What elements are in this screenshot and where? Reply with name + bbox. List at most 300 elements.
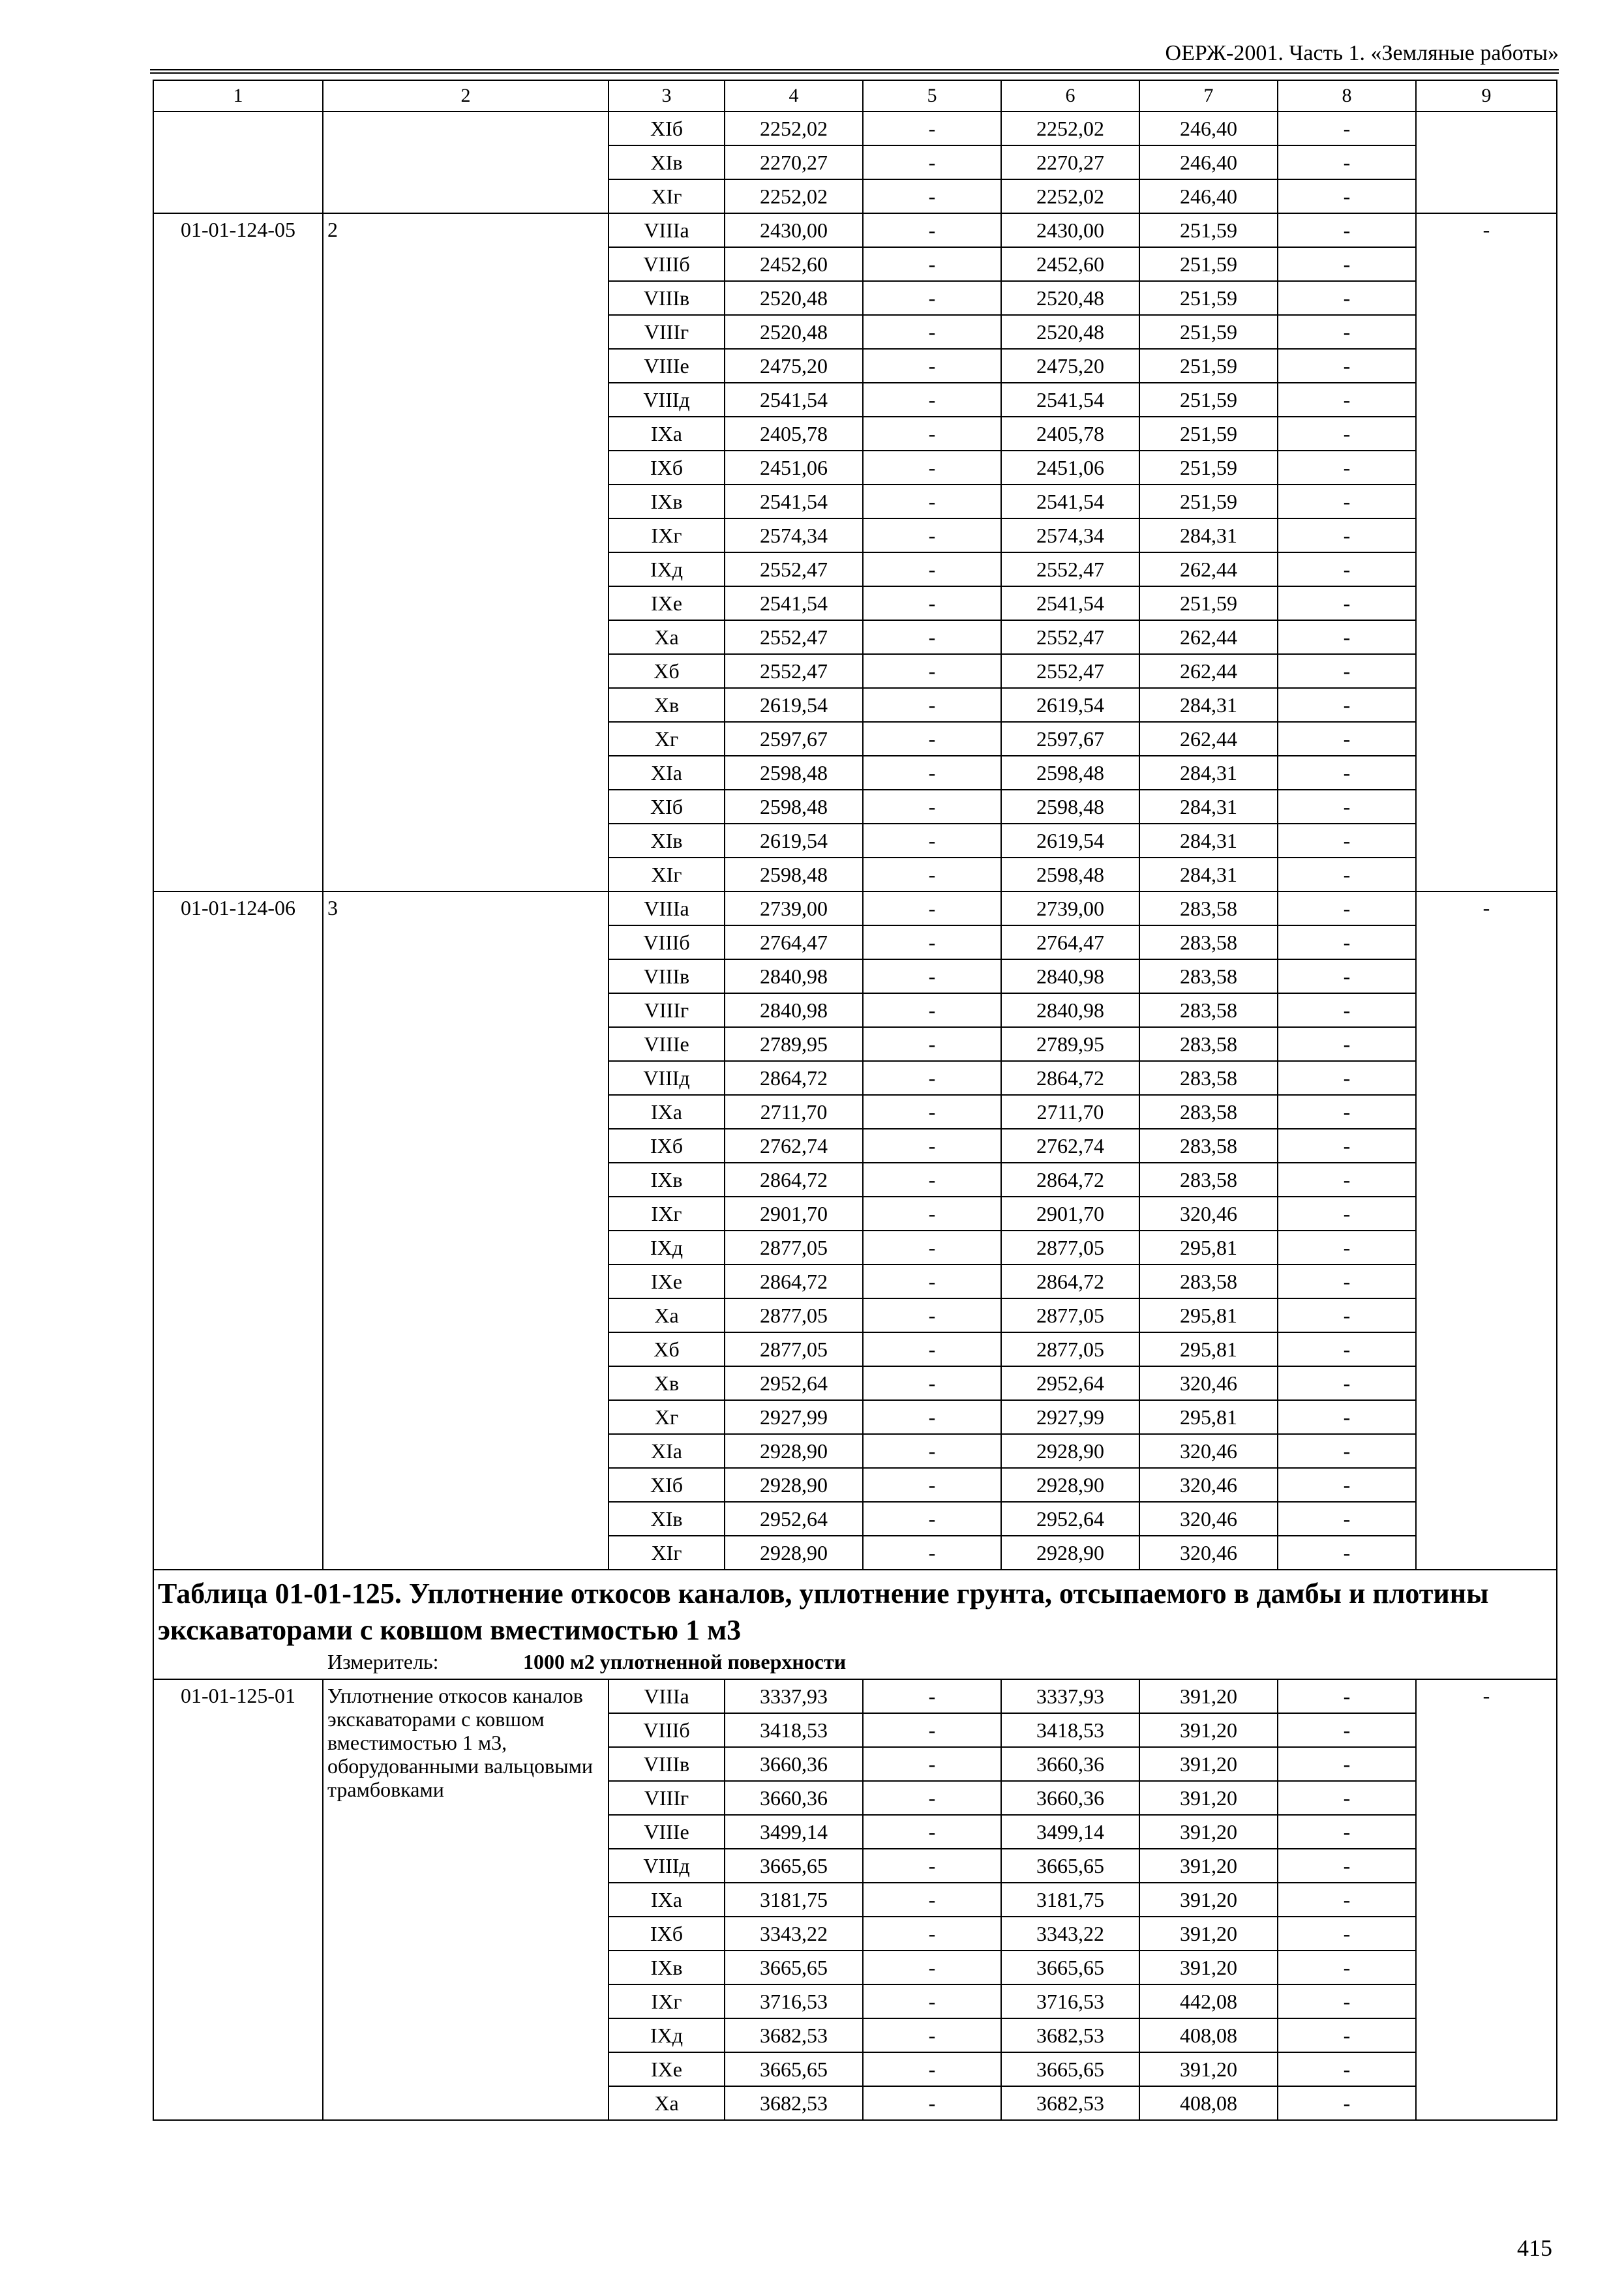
wages-cell: - xyxy=(863,451,1001,485)
table-row xyxy=(153,891,1557,925)
driver-wages-cell: 262,44 xyxy=(1139,552,1278,586)
wages-cell: - xyxy=(863,1231,1001,1264)
machine-cost-cell: 3181,75 xyxy=(1001,1883,1139,1917)
wages-cell: - xyxy=(863,213,1001,247)
driver-wages-cell: 283,58 xyxy=(1139,1264,1278,1298)
soil-category-cell: VIIIд xyxy=(609,1061,725,1095)
materials-cell: - xyxy=(1278,1264,1416,1298)
materials-cell: - xyxy=(1278,756,1416,790)
total-cost-cell: 2877,05 xyxy=(725,1298,863,1332)
wages-cell: - xyxy=(863,1502,1001,1536)
machine-cost-cell: 3337,93 xyxy=(1001,1679,1139,1713)
materials-cell: - xyxy=(1278,179,1416,213)
total-cost-cell: 2252,02 xyxy=(725,112,863,145)
total-cost-cell: 2541,54 xyxy=(725,383,863,417)
materials-cell: - xyxy=(1278,2086,1416,2120)
total-cost-cell: 2598,48 xyxy=(725,790,863,824)
materials-cell: - xyxy=(1278,1129,1416,1163)
soil-category-cell: IXб xyxy=(609,1129,725,1163)
driver-wages-cell: 283,58 xyxy=(1139,993,1278,1027)
soil-category-cell: VIIIе xyxy=(609,349,725,383)
driver-wages-cell: 251,59 xyxy=(1139,383,1278,417)
soil-category-cell: VIIIг xyxy=(609,993,725,1027)
soil-category-cell: VIIIг xyxy=(609,1781,725,1815)
total-cost-cell: 2552,47 xyxy=(725,620,863,654)
soil-category-cell: XIв xyxy=(609,824,725,858)
materials-cell: - xyxy=(1278,1468,1416,1502)
work-name-cell: 3 xyxy=(323,891,609,1570)
wages-cell: - xyxy=(863,1883,1001,1917)
soil-category-cell: IXг xyxy=(609,1984,725,2018)
total-cost-cell: 2928,90 xyxy=(725,1434,863,1468)
materials-cell: - xyxy=(1278,417,1416,451)
soil-category-cell: IXе xyxy=(609,586,725,620)
materials-cell: - xyxy=(1278,213,1416,247)
materials-cell: - xyxy=(1278,1984,1416,2018)
wages-cell: - xyxy=(863,1129,1001,1163)
machine-cost-cell: 2619,54 xyxy=(1001,688,1139,722)
machine-cost-cell: 2864,72 xyxy=(1001,1061,1139,1095)
machine-cost-cell: 2252,02 xyxy=(1001,179,1139,213)
driver-wages-cell: 283,58 xyxy=(1139,891,1278,925)
wages-cell: - xyxy=(863,1849,1001,1883)
materials-cell: - xyxy=(1278,654,1416,688)
meter-value: 1000 м2 уплотненной поверхности xyxy=(523,1650,847,1673)
machine-cost-cell: 2451,06 xyxy=(1001,451,1139,485)
machine-cost-cell: 2840,98 xyxy=(1001,959,1139,993)
wages-cell: - xyxy=(863,2052,1001,2086)
driver-wages-cell: 320,46 xyxy=(1139,1536,1278,1570)
column-number: 9 xyxy=(1416,80,1557,112)
driver-wages-cell: 284,31 xyxy=(1139,858,1278,891)
total-cost-cell: 2541,54 xyxy=(725,485,863,518)
machine-cost-cell: 2762,74 xyxy=(1001,1129,1139,1163)
wages-cell: - xyxy=(863,790,1001,824)
driver-wages-cell: 295,81 xyxy=(1139,1298,1278,1332)
materials-cell: - xyxy=(1278,1400,1416,1434)
total-cost-cell: 2252,02 xyxy=(725,179,863,213)
machine-cost-cell: 2952,64 xyxy=(1001,1502,1139,1536)
materials-cell: - xyxy=(1278,925,1416,959)
driver-wages-cell: 284,31 xyxy=(1139,688,1278,722)
materials-cell: - xyxy=(1278,485,1416,518)
total-cost-cell: 3665,65 xyxy=(725,1951,863,1984)
soil-category-cell: XIг xyxy=(609,1536,725,1570)
driver-wages-cell: 391,20 xyxy=(1139,1883,1278,1917)
machine-cost-cell: 2541,54 xyxy=(1001,383,1139,417)
materials-cell: - xyxy=(1278,1027,1416,1061)
driver-wages-cell: 251,59 xyxy=(1139,586,1278,620)
materials-cell: - xyxy=(1278,1502,1416,1536)
materials-cell: - xyxy=(1278,1917,1416,1951)
wages-cell: - xyxy=(863,1027,1001,1061)
machine-cost-cell: 3343,22 xyxy=(1001,1917,1139,1951)
page-header-title: ОЕРЖ-2001. Часть 1. «Земляные работы» xyxy=(1165,41,1559,65)
wages-cell: - xyxy=(863,1197,1001,1231)
wages-cell: - xyxy=(863,1747,1001,1781)
materials-cell: - xyxy=(1278,1815,1416,1849)
materials-cell: - xyxy=(1278,1883,1416,1917)
total-cost-cell: 2711,70 xyxy=(725,1095,863,1129)
total-cost-cell: 2270,27 xyxy=(725,145,863,179)
soil-category-cell: XIб xyxy=(609,1468,725,1502)
soil-category-cell: VIIIе xyxy=(609,1815,725,1849)
total-cost-cell: 2877,05 xyxy=(725,1231,863,1264)
total-cost-cell: 2597,67 xyxy=(725,722,863,756)
driver-wages-cell: 320,46 xyxy=(1139,1366,1278,1400)
driver-wages-cell: 391,20 xyxy=(1139,1679,1278,1713)
soil-category-cell: IXа xyxy=(609,417,725,451)
rate-code-cell: 01-01-125-01 xyxy=(153,1679,323,2120)
total-cost-cell: 2452,60 xyxy=(725,247,863,281)
machine-cost-cell: 3665,65 xyxy=(1001,1951,1139,1984)
soil-category-cell: IXг xyxy=(609,1197,725,1231)
wages-cell: - xyxy=(863,552,1001,586)
wages-cell: - xyxy=(863,858,1001,891)
work-name-cell: 2 xyxy=(323,213,609,891)
column-number: 3 xyxy=(609,80,725,112)
machine-cost-cell: 2598,48 xyxy=(1001,790,1139,824)
total-cost-cell: 2598,48 xyxy=(725,756,863,790)
meter-line xyxy=(158,1649,1552,1675)
driver-wages-cell: 283,58 xyxy=(1139,1061,1278,1095)
materials-cell: - xyxy=(1278,1231,1416,1264)
rate-code-cell: 01-01-124-05 xyxy=(153,213,323,891)
materials-cell: - xyxy=(1278,247,1416,281)
wages-cell: - xyxy=(863,417,1001,451)
total-cost-cell: 2840,98 xyxy=(725,993,863,1027)
soil-category-cell: VIIIа xyxy=(609,213,725,247)
wages-cell: - xyxy=(863,383,1001,417)
driver-wages-cell: 391,20 xyxy=(1139,1713,1278,1747)
driver-wages-cell: 262,44 xyxy=(1139,654,1278,688)
machine-cost-cell: 2928,90 xyxy=(1001,1434,1139,1468)
total-cost-cell: 2451,06 xyxy=(725,451,863,485)
wages-cell: - xyxy=(863,247,1001,281)
materials-cell: - xyxy=(1278,824,1416,858)
driver-wages-cell: 283,58 xyxy=(1139,925,1278,959)
soil-category-cell: VIIIв xyxy=(609,281,725,315)
total-cost-cell: 2475,20 xyxy=(725,349,863,383)
driver-wages-cell: 246,40 xyxy=(1139,145,1278,179)
total-cost-cell: 2928,90 xyxy=(725,1468,863,1502)
total-cost-cell: 2764,47 xyxy=(725,925,863,959)
machine-cost-cell: 2789,95 xyxy=(1001,1027,1139,1061)
wages-cell: - xyxy=(863,145,1001,179)
machine-cost-cell: 2928,90 xyxy=(1001,1468,1139,1502)
driver-wages-cell: 391,20 xyxy=(1139,1951,1278,1984)
total-cost-cell: 2927,99 xyxy=(725,1400,863,1434)
wages-cell: - xyxy=(863,1400,1001,1434)
soil-category-cell: VIIIв xyxy=(609,959,725,993)
section-header-row xyxy=(153,1570,1557,1679)
machine-cost-cell: 2552,47 xyxy=(1001,620,1139,654)
machine-cost-cell: 3716,53 xyxy=(1001,1984,1139,2018)
machine-cost-cell: 2619,54 xyxy=(1001,824,1139,858)
total-cost-cell: 2928,90 xyxy=(725,1536,863,1570)
driver-wages-cell: 251,59 xyxy=(1139,247,1278,281)
machine-cost-cell: 2520,48 xyxy=(1001,281,1139,315)
materials-cell: - xyxy=(1278,620,1416,654)
machine-cost-cell: 2952,64 xyxy=(1001,1366,1139,1400)
wages-cell: - xyxy=(863,2018,1001,2052)
total-cost-cell: 3660,36 xyxy=(725,1747,863,1781)
materials-cell: - xyxy=(1278,1951,1416,1984)
driver-wages-cell: 391,20 xyxy=(1139,1815,1278,1849)
total-cost-cell: 2739,00 xyxy=(725,891,863,925)
materials-cell: - xyxy=(1278,1061,1416,1095)
soil-category-cell: XIг xyxy=(609,858,725,891)
wages-cell: - xyxy=(863,1298,1001,1332)
machine-cost-cell: 2927,99 xyxy=(1001,1400,1139,1434)
soil-category-cell: Xв xyxy=(609,688,725,722)
soil-category-cell: IXа xyxy=(609,1883,725,1917)
total-cost-cell: 3665,65 xyxy=(725,1849,863,1883)
wages-cell: - xyxy=(863,620,1001,654)
driver-wages-cell: 283,58 xyxy=(1139,1027,1278,1061)
driver-wages-cell: 283,58 xyxy=(1139,1163,1278,1197)
materials-cell: - xyxy=(1278,518,1416,552)
soil-category-cell: IXе xyxy=(609,1264,725,1298)
driver-wages-cell: 251,59 xyxy=(1139,349,1278,383)
driver-wages-cell: 320,46 xyxy=(1139,1434,1278,1468)
machine-cost-cell: 2475,20 xyxy=(1001,349,1139,383)
wages-cell: - xyxy=(863,1984,1001,2018)
materials-cell: - xyxy=(1278,552,1416,586)
driver-wages-cell: 391,20 xyxy=(1139,1917,1278,1951)
table-row xyxy=(153,1679,1557,1713)
column-number: 5 xyxy=(863,80,1001,112)
soil-category-cell: Xб xyxy=(609,1332,725,1366)
table-row xyxy=(153,213,1557,247)
driver-wages-cell: 251,59 xyxy=(1139,315,1278,349)
total-cost-cell: 2598,48 xyxy=(725,858,863,891)
materials-cell: - xyxy=(1278,993,1416,1027)
soil-category-cell: VIIIе xyxy=(609,1027,725,1061)
machine-cost-cell: 2877,05 xyxy=(1001,1231,1139,1264)
total-cost-cell: 2762,74 xyxy=(725,1129,863,1163)
wages-cell: - xyxy=(863,993,1001,1027)
driver-wages-cell: 391,20 xyxy=(1139,2052,1278,2086)
wages-cell: - xyxy=(863,1713,1001,1747)
wages-cell: - xyxy=(863,722,1001,756)
col9-cell xyxy=(1416,112,1557,213)
materials-cell: - xyxy=(1278,959,1416,993)
column-number: 7 xyxy=(1139,80,1278,112)
total-cost-cell: 2840,98 xyxy=(725,959,863,993)
machine-cost-cell: 2574,34 xyxy=(1001,518,1139,552)
driver-wages-cell: 320,46 xyxy=(1139,1468,1278,1502)
rates-table-body xyxy=(153,80,1557,2120)
meter-label: Измеритель: xyxy=(327,1650,439,1673)
soil-category-cell: Xа xyxy=(609,2086,725,2120)
column-number: 1 xyxy=(153,80,323,112)
total-cost-cell: 3499,14 xyxy=(725,1815,863,1849)
table-title: Таблица 01-01-125. Уплотнение откосов каналов, уплотнение грунта, отсыпаемого в дамбы и плотины экскаваторами с ковшом вместимостью 1 м3 xyxy=(158,1578,1489,1646)
total-cost-cell: 2864,72 xyxy=(725,1264,863,1298)
driver-wages-cell: 442,08 xyxy=(1139,1984,1278,2018)
machine-cost-cell: 2552,47 xyxy=(1001,654,1139,688)
wages-cell: - xyxy=(863,1917,1001,1951)
soil-category-cell: Xв xyxy=(609,1366,725,1400)
total-cost-cell: 2552,47 xyxy=(725,654,863,688)
wages-cell: - xyxy=(863,959,1001,993)
materials-cell: - xyxy=(1278,1095,1416,1129)
materials-cell: - xyxy=(1278,112,1416,145)
wages-cell: - xyxy=(863,518,1001,552)
wages-cell: - xyxy=(863,1468,1001,1502)
machine-cost-cell: 2541,54 xyxy=(1001,586,1139,620)
driver-wages-cell: 251,59 xyxy=(1139,451,1278,485)
machine-cost-cell: 2864,72 xyxy=(1001,1264,1139,1298)
total-cost-cell: 2877,05 xyxy=(725,1332,863,1366)
soil-category-cell: XIв xyxy=(609,1502,725,1536)
materials-cell: - xyxy=(1278,1332,1416,1366)
machine-cost-cell: 3665,65 xyxy=(1001,1849,1139,1883)
wages-cell: - xyxy=(863,349,1001,383)
total-cost-cell: 3343,22 xyxy=(725,1917,863,1951)
soil-category-cell: VIIIд xyxy=(609,1849,725,1883)
machine-cost-cell: 2598,48 xyxy=(1001,756,1139,790)
total-cost-cell: 3181,75 xyxy=(725,1883,863,1917)
materials-cell: - xyxy=(1278,688,1416,722)
machine-cost-cell: 2711,70 xyxy=(1001,1095,1139,1129)
soil-category-cell: VIIIв xyxy=(609,1747,725,1781)
total-cost-cell: 2574,34 xyxy=(725,518,863,552)
wages-cell: - xyxy=(863,1264,1001,1298)
soil-category-cell: VIIIд xyxy=(609,383,725,417)
wages-cell: - xyxy=(863,925,1001,959)
total-cost-cell: 2520,48 xyxy=(725,281,863,315)
driver-wages-cell: 320,46 xyxy=(1139,1197,1278,1231)
driver-wages-cell: 284,31 xyxy=(1139,824,1278,858)
wages-cell: - xyxy=(863,2086,1001,2120)
soil-category-cell: Xа xyxy=(609,620,725,654)
soil-category-cell: XIб xyxy=(609,790,725,824)
wages-cell: - xyxy=(863,1536,1001,1570)
driver-wages-cell: 262,44 xyxy=(1139,620,1278,654)
total-cost-cell: 3716,53 xyxy=(725,1984,863,2018)
materials-cell: - xyxy=(1278,1298,1416,1332)
materials-cell: - xyxy=(1278,722,1416,756)
rate-code-cell: 01-01-124-06 xyxy=(153,891,323,1570)
wages-cell: - xyxy=(863,1163,1001,1197)
soil-category-cell: VIIIа xyxy=(609,891,725,925)
wages-cell: - xyxy=(863,1434,1001,1468)
wages-cell: - xyxy=(863,1781,1001,1815)
total-cost-cell: 3660,36 xyxy=(725,1781,863,1815)
soil-category-cell: IXд xyxy=(609,2018,725,2052)
driver-wages-cell: 283,58 xyxy=(1139,1095,1278,1129)
total-cost-cell: 3337,93 xyxy=(725,1679,863,1713)
machine-cost-cell: 3660,36 xyxy=(1001,1781,1139,1815)
soil-category-cell: IXб xyxy=(609,1917,725,1951)
soil-category-cell: IXд xyxy=(609,552,725,586)
total-cost-cell: 2520,48 xyxy=(725,315,863,349)
soil-category-cell: IXг xyxy=(609,518,725,552)
soil-category-cell: VIIIб xyxy=(609,1713,725,1747)
materials-cell: - xyxy=(1278,1679,1416,1713)
wages-cell: - xyxy=(863,1366,1001,1400)
driver-wages-cell: 262,44 xyxy=(1139,722,1278,756)
driver-wages-cell: 283,58 xyxy=(1139,1129,1278,1163)
table-row xyxy=(153,112,1557,145)
driver-wages-cell: 408,08 xyxy=(1139,2086,1278,2120)
machine-cost-cell: 2928,90 xyxy=(1001,1536,1139,1570)
total-cost-cell: 2789,95 xyxy=(725,1027,863,1061)
machine-cost-cell: 2598,48 xyxy=(1001,858,1139,891)
column-number: 4 xyxy=(725,80,863,112)
machine-cost-cell: 2252,02 xyxy=(1001,112,1139,145)
driver-wages-cell: 251,59 xyxy=(1139,485,1278,518)
wages-cell: - xyxy=(863,1095,1001,1129)
machine-cost-cell: 2430,00 xyxy=(1001,213,1139,247)
wages-cell: - xyxy=(863,1332,1001,1366)
materials-cell: - xyxy=(1278,858,1416,891)
machine-cost-cell: 2864,72 xyxy=(1001,1163,1139,1197)
machine-cost-cell: 2901,70 xyxy=(1001,1197,1139,1231)
materials-cell: - xyxy=(1278,1849,1416,1883)
column-number: 2 xyxy=(323,80,609,112)
work-name-cell xyxy=(323,112,609,213)
total-cost-cell: 2952,64 xyxy=(725,1366,863,1400)
soil-category-cell: Xа xyxy=(609,1298,725,1332)
soil-category-cell: XIв xyxy=(609,145,725,179)
materials-cell: - xyxy=(1278,1163,1416,1197)
materials-cell: - xyxy=(1278,1434,1416,1468)
driver-wages-cell: 391,20 xyxy=(1139,1849,1278,1883)
total-cost-cell: 2430,00 xyxy=(725,213,863,247)
total-cost-cell: 2952,64 xyxy=(725,1502,863,1536)
materials-cell: - xyxy=(1278,1536,1416,1570)
machine-cost-cell: 2541,54 xyxy=(1001,485,1139,518)
soil-category-cell: XIа xyxy=(609,1434,725,1468)
materials-cell: - xyxy=(1278,451,1416,485)
wages-cell: - xyxy=(863,1815,1001,1849)
col9-cell: - xyxy=(1416,891,1557,1570)
total-cost-cell: 2901,70 xyxy=(725,1197,863,1231)
materials-cell: - xyxy=(1278,145,1416,179)
driver-wages-cell: 251,59 xyxy=(1139,281,1278,315)
soil-category-cell: XIг xyxy=(609,179,725,213)
materials-cell: - xyxy=(1278,586,1416,620)
wages-cell: - xyxy=(863,112,1001,145)
machine-cost-cell: 3665,65 xyxy=(1001,2052,1139,2086)
materials-cell: - xyxy=(1278,1747,1416,1781)
materials-cell: - xyxy=(1278,349,1416,383)
materials-cell: - xyxy=(1278,383,1416,417)
materials-cell: - xyxy=(1278,1366,1416,1400)
materials-cell: - xyxy=(1278,2018,1416,2052)
wages-cell: - xyxy=(863,315,1001,349)
driver-wages-cell: 391,20 xyxy=(1139,1747,1278,1781)
driver-wages-cell: 251,59 xyxy=(1139,213,1278,247)
wages-cell: - xyxy=(863,654,1001,688)
col9-cell: - xyxy=(1416,1679,1557,2120)
total-cost-cell: 3418,53 xyxy=(725,1713,863,1747)
wages-cell: - xyxy=(863,688,1001,722)
driver-wages-cell: 295,81 xyxy=(1139,1231,1278,1264)
materials-cell: - xyxy=(1278,281,1416,315)
wages-cell: - xyxy=(863,281,1001,315)
driver-wages-cell: 251,59 xyxy=(1139,417,1278,451)
wages-cell: - xyxy=(863,179,1001,213)
machine-cost-cell: 3499,14 xyxy=(1001,1815,1139,1849)
page-number: 415 xyxy=(1517,2235,1552,2261)
total-cost-cell: 2864,72 xyxy=(725,1163,863,1197)
machine-cost-cell: 2739,00 xyxy=(1001,891,1139,925)
rate-code-cell xyxy=(153,112,323,213)
